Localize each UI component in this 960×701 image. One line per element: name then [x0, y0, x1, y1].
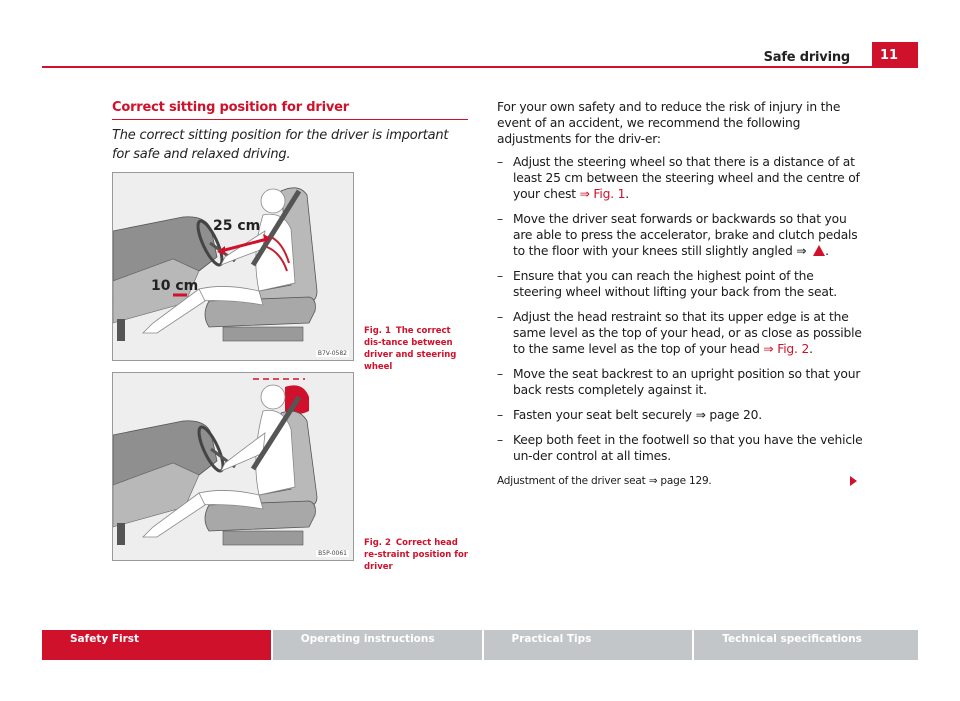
list-item-tail: . — [809, 342, 813, 356]
figure-2-caption — [364, 537, 470, 573]
figure-1-caption-text: The correct dis-tance between driver and steering wheel — [364, 326, 457, 372]
list-dash: – — [497, 310, 503, 324]
figure-2-caption-text: Correct head re-straint position for driver — [364, 538, 468, 572]
figure-1-illustration — [112, 172, 354, 361]
page-header-title: Safe driving — [763, 50, 850, 65]
body-intro: For your own safety and to reduce the risk of injury in the event of an accident, we recommend the following adjustments for the driv-er: — [497, 100, 841, 146]
footer-navigation — [42, 630, 918, 660]
adjustment-list — [497, 154, 863, 464]
tab-practical-tips[interactable]: Practical Tips — [484, 630, 693, 660]
header-rule — [42, 66, 918, 68]
section-intro: The correct sitting position for the driver is important for safe and relaxed driving. — [112, 128, 449, 162]
figure-2-label: Fig. 2 — [364, 538, 391, 548]
chest-distance-label: 25 cm — [213, 218, 261, 234]
section-title: Correct sitting position for driver — [112, 100, 349, 115]
figure-2-illustration — [112, 372, 354, 561]
list-item-tail: . — [825, 244, 829, 258]
figure-code: B5P-0061 — [318, 550, 347, 557]
list-dash: – — [497, 408, 503, 422]
warning-icon[interactable] — [813, 245, 825, 256]
tab-operating-instructions[interactable]: Operating instructions — [273, 630, 482, 660]
section-rule — [112, 119, 468, 120]
figure-1-label: Fig. 1 — [364, 326, 391, 336]
list-item-text: Move the driver seat forwards or backwards so that you are able to press the accelerator, brake and clutch pedals to the floor with your knees still slightly angled ⇒ — [513, 212, 858, 258]
body-text — [497, 99, 863, 489]
tab-technical-specifications[interactable]: Technical specifications — [694, 630, 918, 660]
list-dash: – — [497, 433, 503, 447]
list-item — [497, 309, 863, 357]
continue-arrow-icon — [850, 476, 857, 486]
knee-distance-label: 10 cm — [151, 278, 199, 294]
list-item — [497, 407, 863, 423]
driver-distance-illustration — [113, 173, 353, 360]
list-item-text: Keep both feet in the footwell so that you have the vehicle un-der control at all times. — [513, 433, 863, 463]
list-item — [497, 432, 863, 464]
list-dash: – — [497, 212, 503, 226]
list-item — [497, 268, 863, 300]
list-item-text: Adjust the head restraint so that its upper edge is at the same level as the top of your head, or as close as possible to the same level as the top of your head — [513, 310, 862, 356]
list-item — [497, 154, 863, 202]
list-item-tail: . — [625, 187, 629, 201]
figure-1-caption — [364, 325, 470, 373]
figure-code: B7V-0582 — [317, 350, 347, 357]
figure-1-link[interactable]: ⇒ Fig. 1 — [579, 187, 626, 201]
page-number: 11 — [872, 42, 918, 67]
list-item-text: Fasten your seat belt securely ⇒ page 20. — [513, 408, 762, 422]
head-restraint-illustration — [113, 373, 353, 560]
list-dash: – — [497, 269, 503, 283]
tab-safety-first[interactable]: Safety First — [42, 630, 271, 660]
figure-2-link[interactable]: ⇒ Fig. 2 — [763, 342, 810, 356]
list-item-text: Adjust the steering wheel so that there is a distance of at least 25 cm between the steering wheel and the centre of your chest — [513, 155, 860, 201]
list-item — [497, 366, 863, 398]
list-dash: – — [497, 155, 503, 169]
list-item-text: Move the seat backrest to an upright position so that your back rests completely against it. — [513, 367, 861, 397]
list-dash: – — [497, 367, 503, 381]
list-item — [497, 211, 863, 259]
list-item-text: Ensure that you can reach the highest point of the steering wheel without lifting your back from the seat. — [513, 269, 838, 299]
footnote-link[interactable]: Adjustment of the driver seat ⇒ page 129. — [497, 475, 712, 487]
